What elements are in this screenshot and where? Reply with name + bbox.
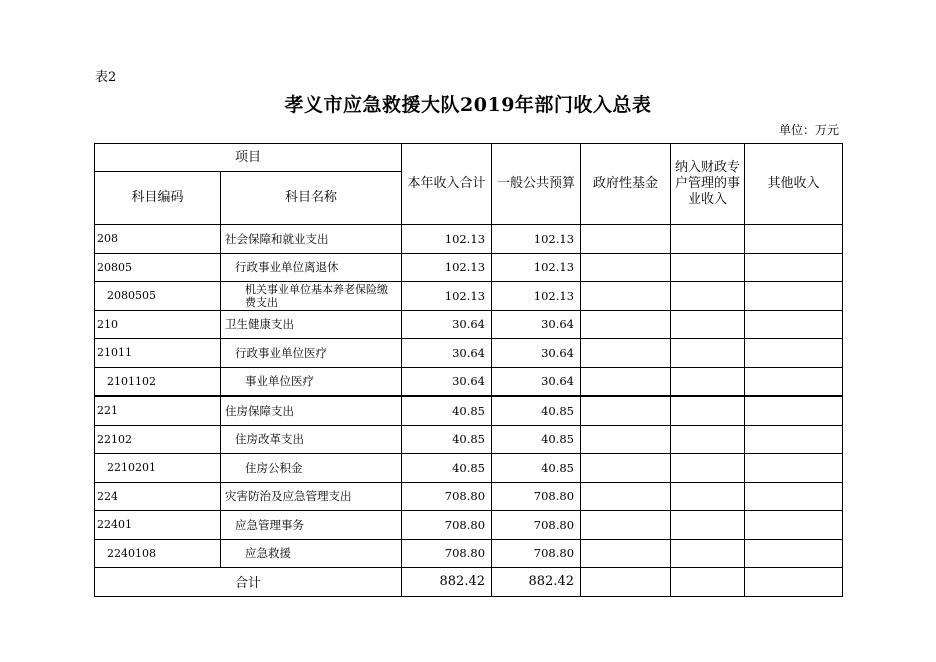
row-fund [581,425,671,454]
table-row [95,253,843,282]
table-row [95,310,843,339]
row-other [745,539,843,568]
header-name: 科目名称 [221,172,402,225]
row-total: 102.13 [402,253,492,282]
table-row [95,225,843,254]
total-general: 882.42 [492,568,581,597]
row-other [745,454,843,483]
row-other [745,310,843,339]
row-other [745,425,843,454]
row-fund [581,511,671,540]
row-special [671,282,745,311]
row-fund [581,396,671,425]
row-name: 事业单位医疗 [221,367,402,396]
row-special [671,367,745,396]
row-other [745,253,843,282]
row-other [745,367,843,396]
table-row [95,425,843,454]
header-other-income: 其他收入 [745,144,843,225]
row-fund [581,253,671,282]
row-total: 30.64 [402,310,492,339]
header-gov-fund: 政府性基金 [581,144,671,225]
row-general: 708.80 [492,511,581,540]
row-other [745,396,843,425]
row-total: 708.80 [402,539,492,568]
row-name: 行政事业单位医疗 [221,339,402,368]
row-code: 2080505 [95,282,221,311]
row-general: 40.85 [492,454,581,483]
row-other [745,282,843,311]
table-number-label: 表2 [95,70,117,85]
row-code: 2240108 [95,539,221,568]
row-fund [581,225,671,254]
row-special [671,425,745,454]
row-other [745,339,843,368]
row-name: 社会保障和就业支出 [221,225,402,254]
row-name: 应急救援 [221,539,402,568]
table-row [95,339,843,368]
row-name: 住房保障支出 [221,396,402,425]
table-row [95,539,843,568]
total-row [95,568,843,597]
row-special [671,225,745,254]
row-special [671,396,745,425]
header-total: 本年收入合计 [402,144,492,225]
row-special [671,511,745,540]
header-general-budget: 一般公共预算 [492,144,581,225]
row-fund [581,282,671,311]
header-item: 项目 [95,144,402,172]
total-label: 合计 [95,568,402,597]
row-general: 102.13 [492,253,581,282]
table-row [95,511,843,540]
row-special [671,339,745,368]
row-general: 30.64 [492,367,581,396]
row-special [671,310,745,339]
row-total: 40.85 [402,396,492,425]
unit-label: 单位：万元 [778,123,839,137]
row-general: 30.64 [492,339,581,368]
row-name: 机关事业单位基本养老保险缴费支出 [221,282,402,311]
row-general: 40.85 [492,396,581,425]
row-fund [581,482,671,511]
row-code: 2210201 [95,454,221,483]
row-code: 2101102 [95,367,221,396]
row-name: 应急管理事务 [221,511,402,540]
table-row [95,482,843,511]
total-other [745,568,843,597]
total-special [671,568,745,597]
row-general: 708.80 [492,482,581,511]
total-sum: 882.42 [402,568,492,597]
row-code: 22401 [95,511,221,540]
row-general: 30.64 [492,310,581,339]
total-fund [581,568,671,597]
row-code: 224 [95,482,221,511]
row-special [671,539,745,568]
row-general: 40.85 [492,425,581,454]
row-code: 22102 [95,425,221,454]
row-general: 708.80 [492,539,581,568]
header-row-1 [95,144,843,172]
row-other [745,225,843,254]
row-other [745,511,843,540]
row-special [671,253,745,282]
row-total: 30.64 [402,339,492,368]
row-special [671,482,745,511]
row-fund [581,539,671,568]
table-row [95,454,843,483]
row-general: 102.13 [492,225,581,254]
page-title: 孝义市应急救援大队2019年部门收入总表 [284,94,652,116]
table-row [95,396,843,425]
income-summary-table [94,143,843,597]
row-fund [581,339,671,368]
row-fund [581,454,671,483]
row-total: 102.13 [402,282,492,311]
row-name: 住房公积金 [221,454,402,483]
row-code: 208 [95,225,221,254]
row-fund [581,367,671,396]
row-code: 221 [95,396,221,425]
table-row [95,282,843,311]
row-other [745,482,843,511]
row-code: 21011 [95,339,221,368]
row-fund [581,310,671,339]
row-total: 708.80 [402,511,492,540]
row-name: 住房改革支出 [221,425,402,454]
header-code: 科目编码 [95,172,221,225]
row-general: 102.13 [492,282,581,311]
row-name: 卫生健康支出 [221,310,402,339]
row-code: 210 [95,310,221,339]
row-code: 20805 [95,253,221,282]
row-special [671,454,745,483]
row-name: 行政事业单位离退休 [221,253,402,282]
header-special-account: 纳入财政专户管理的事业收入 [671,144,745,225]
row-total: 708.80 [402,482,492,511]
row-name: 灾害防治及应急管理支出 [221,482,402,511]
table-row [95,367,843,396]
row-total: 40.85 [402,454,492,483]
row-total: 40.85 [402,425,492,454]
row-total: 30.64 [402,367,492,396]
row-total: 102.13 [402,225,492,254]
